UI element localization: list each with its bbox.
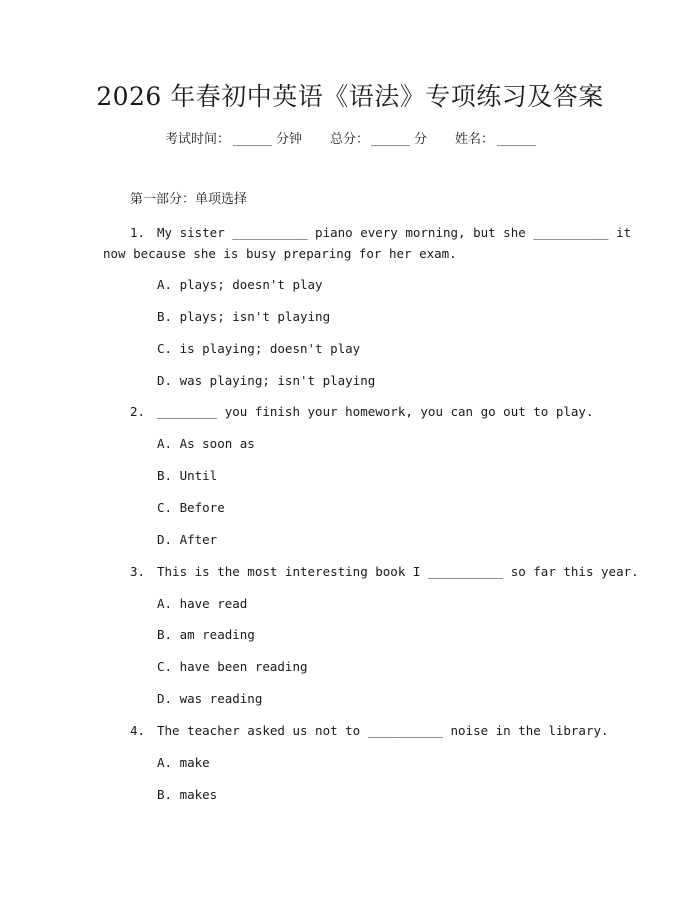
time-blank[interactable]: ______ bbox=[233, 132, 272, 147]
option-a[interactable]: A. As soon as bbox=[157, 436, 255, 451]
score-label: 总分： bbox=[330, 132, 370, 147]
section-heading: 第一部分：单项选择 bbox=[130, 192, 248, 207]
option-b[interactable]: B. am reading bbox=[157, 627, 255, 642]
option-b[interactable]: B. makes bbox=[157, 787, 218, 802]
option-d[interactable]: D. After bbox=[157, 532, 218, 547]
name-blank[interactable]: ______ bbox=[497, 132, 536, 147]
option-b[interactable]: B. plays; isn't playing bbox=[157, 309, 331, 324]
option-b[interactable]: B. Until bbox=[157, 468, 218, 483]
question-text: The teacher asked us not to __________ noise in the library. bbox=[157, 723, 609, 738]
time-label: 考试时间： bbox=[165, 132, 231, 147]
time-unit: 分钟 bbox=[276, 132, 303, 147]
page-title: 2026 年春初中英语《语法》专项练习及答案 bbox=[96, 82, 604, 111]
option-a[interactable]: A. have read bbox=[157, 596, 248, 611]
option-c[interactable]: C. Before bbox=[157, 500, 225, 515]
option-d[interactable]: D. was reading bbox=[157, 691, 263, 706]
question-number: 3. bbox=[130, 564, 146, 579]
question-number: 2. bbox=[130, 404, 146, 419]
question-number: 1. bbox=[130, 225, 146, 240]
option-a[interactable]: A. make bbox=[157, 755, 210, 770]
question-text: This is the most interesting book I __________ so far this year. bbox=[157, 564, 639, 579]
option-c[interactable]: C. is playing; doesn't play bbox=[157, 341, 361, 356]
option-d[interactable]: D. was playing; isn't playing bbox=[157, 373, 376, 388]
question-text: My sister __________ piano every morning, but she __________ it bbox=[157, 225, 632, 240]
score-unit: 分 bbox=[414, 132, 428, 147]
question-text: ________ you finish your homework, you can go out to play. bbox=[157, 404, 594, 419]
name-label: 姓名： bbox=[455, 132, 495, 147]
option-a[interactable]: A. plays; doesn't play bbox=[157, 277, 323, 292]
score-blank[interactable]: ______ bbox=[371, 132, 410, 147]
option-c[interactable]: C. have been reading bbox=[157, 659, 308, 674]
question-text-cont: now because she is busy preparing for her exam. bbox=[103, 246, 457, 261]
question-number: 4. bbox=[130, 723, 146, 738]
